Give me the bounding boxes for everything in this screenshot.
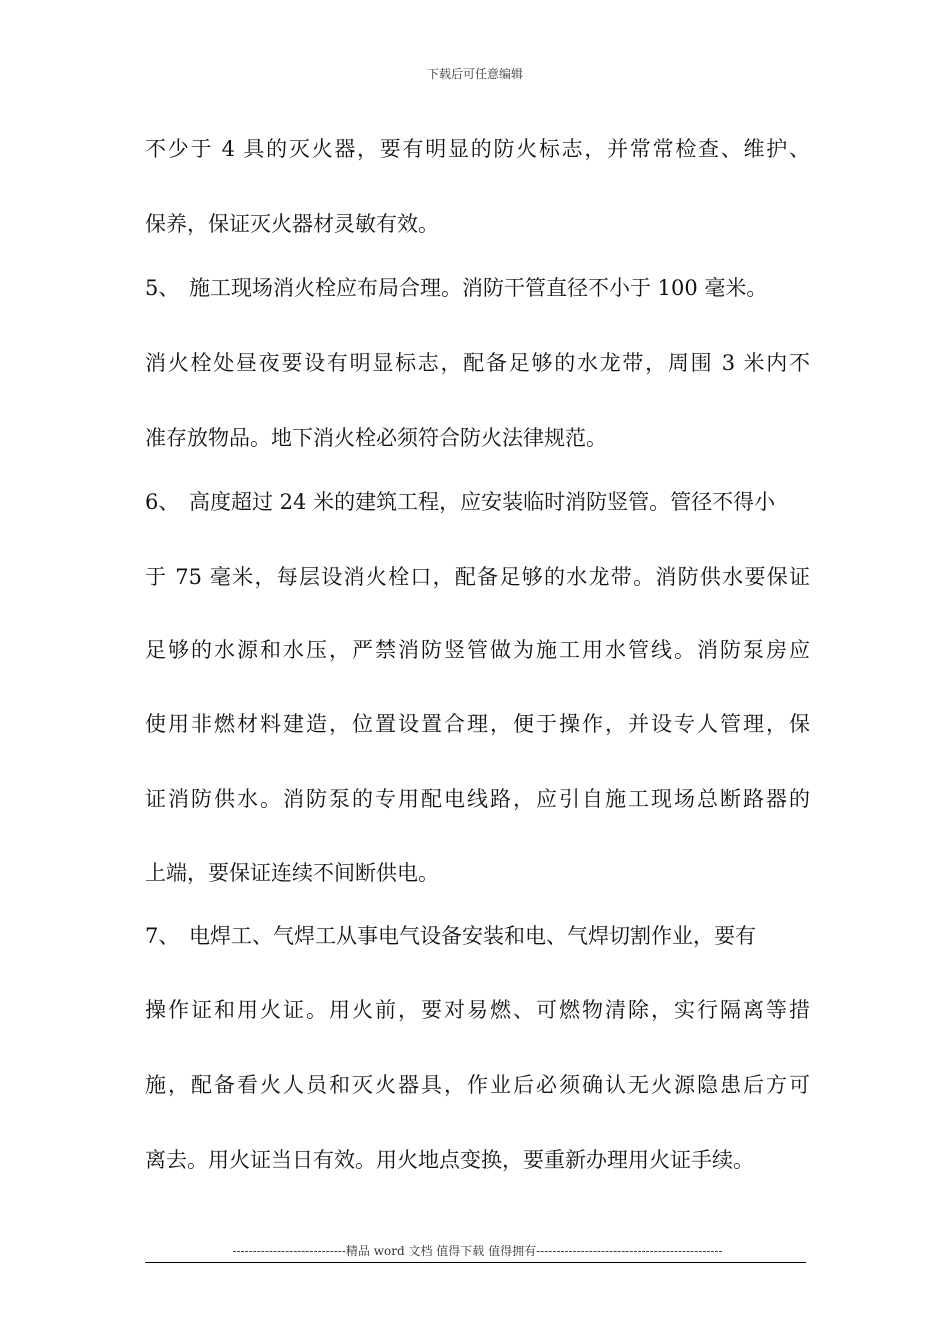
line-text: 高度超过 24 米的建筑工程，应安装临时消防竖管。管径不得小 [189,490,776,514]
footer-rule [145,1262,806,1263]
line-text: 使用非燃材料建造，位置设置合理，便于操作，并设专人管理，保 [145,712,810,736]
list-item [145,488,810,516]
paragraph-line [145,710,810,738]
line-text: 上端，要保证连续不间断供电。 [145,861,439,885]
line-text: 操作证和用火证。用火前，要对易燃、可燃物清除，实行隔离等措 [145,998,810,1022]
paragraph-line [145,1146,810,1174]
list-item [145,922,810,950]
paragraph-line [145,859,810,887]
paragraph-line [145,636,810,664]
line-text: 准存放物品。地下消火栓必须符合防火法律规范。 [145,426,607,450]
line-text: 施工现场消火栓应布局合理。消防干管直径不小于 100 毫米。 [189,276,768,300]
paragraph-line [145,349,810,377]
paragraph-line [145,135,810,163]
line-text: 电焊工、气焊工从事电气设备安装和电、气焊切割作业，要有 [189,924,756,948]
line-text: 保养，保证灭火器材灵敏有效。 [145,212,439,236]
line-text: 证消防供水。消防泵的专用配电线路，应引自施工现场总断路器的 [145,787,810,811]
line-text: 不少于 4 具的灭火器，要有明显的防火标志，并常常检查、维护、 [145,137,810,161]
page-footer: ----------------------------精品 word 文档 值得下载 值得拥有---------------------------------------------- [232,1244,723,1258]
paragraph-line [145,1071,810,1099]
paragraph-line [145,996,810,1024]
paragraph-line [145,785,810,813]
item-number: 7、 [145,924,180,948]
paragraph-line [145,210,810,238]
line-text: 离去。用火证当日有效。用火地点变换，要重新办理用火证手续。 [145,1148,754,1172]
page-header: 下载后可任意编辑 [426,67,523,81]
line-text: 消火栓处昼夜要设有明显标志，配备足够的水龙带，周围 3 米内不 [145,351,810,375]
paragraph-line [145,424,810,452]
list-item [145,274,810,302]
line-text: 于 75 毫米，每层设消火栓口，配备足够的水龙带。消防供水要保证 [145,565,810,589]
item-number: 6、 [145,490,180,514]
line-text: 足够的水源和水压，严禁消防竖管做为施工用水管线。消防泵房应 [145,638,810,662]
paragraph-line [145,563,810,591]
item-number: 5、 [145,276,180,300]
line-text: 施，配备看火人员和灭火器具，作业后必须确认无火源隐患后方可 [145,1073,810,1097]
